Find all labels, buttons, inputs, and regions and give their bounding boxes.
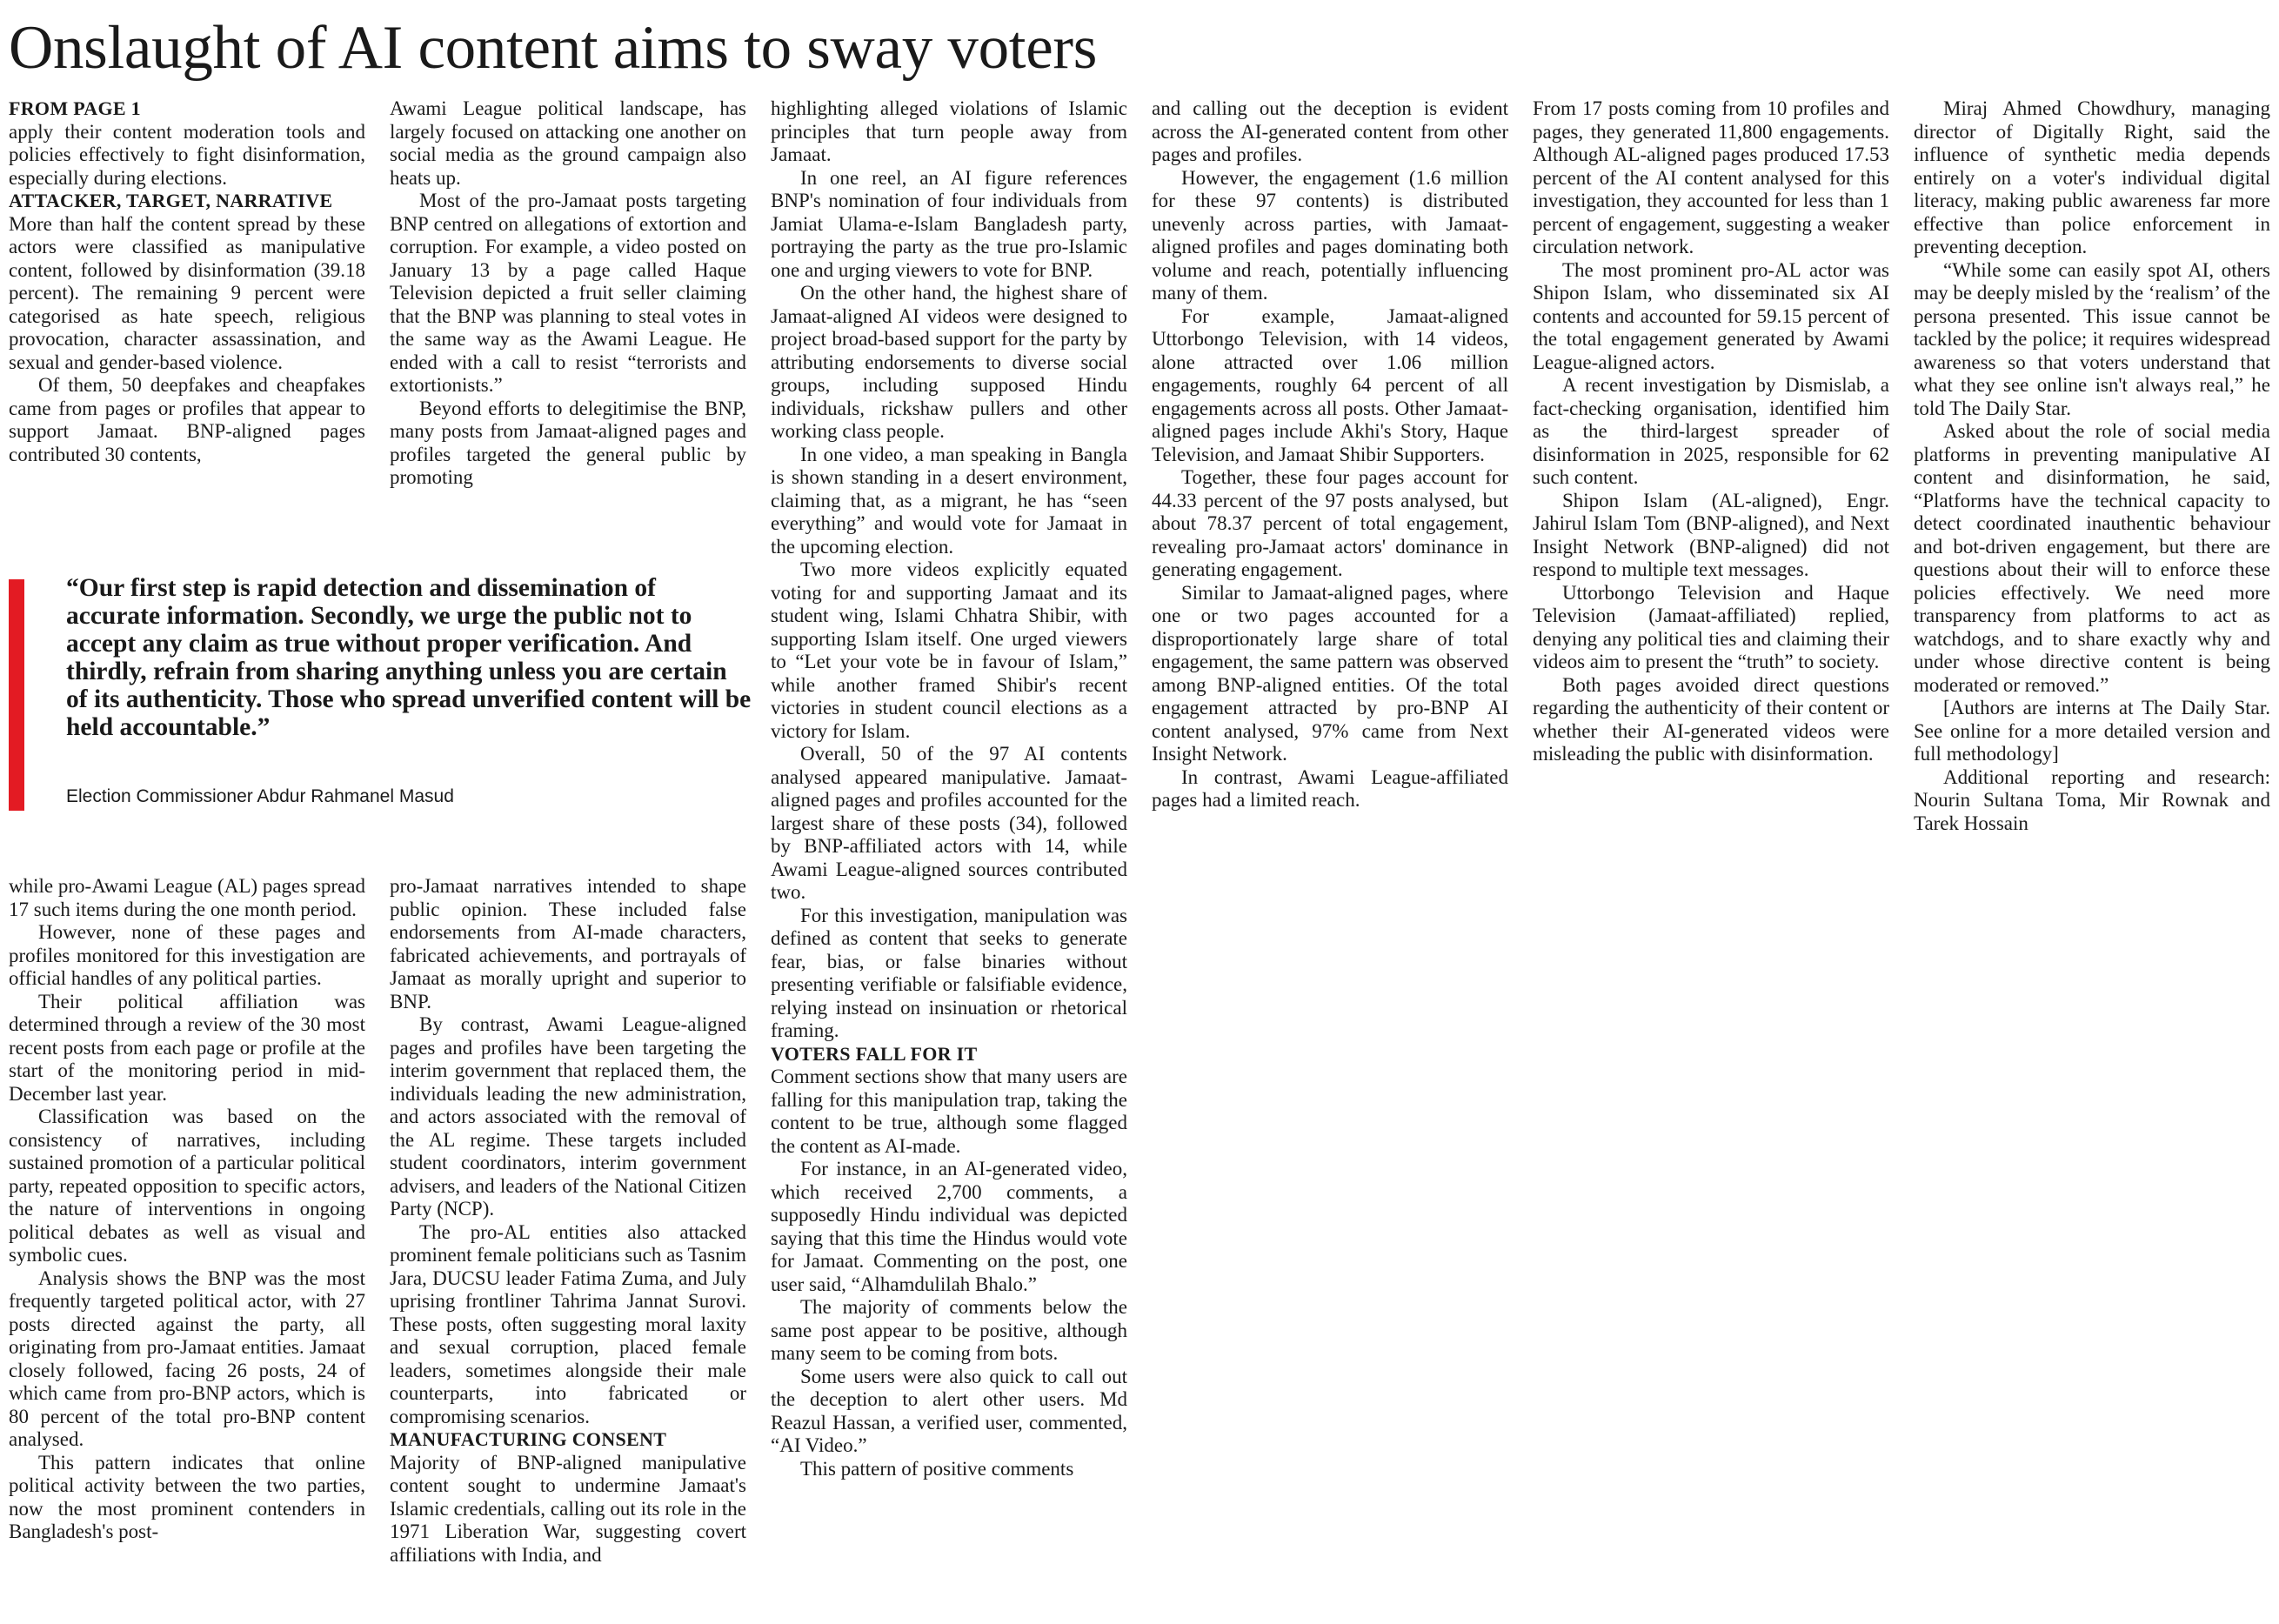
paragraph: Beyond efforts to delegitimise the BNP, many posts from Jamaat-aligned pages and profiles targeted the general public by promoting	[390, 397, 746, 488]
paragraph: The pro-AL entities also attacked prominent female politicians such as Tasnim Jara, DUCSU leader Fatima Zuma, and July uprising frontliner Tahrima Jannat Surovi. These posts, often suggesting moral laxity and sexual corruption, placed female leaders, sometimes alongside their male counterparts, into fabricated or compromising scenarios.	[390, 1220, 746, 1427]
paragraph: However, none of these pages and profiles monitored for this investigation are official handles of any political parties.	[9, 921, 365, 989]
paragraph: Analysis shows the BNP was the most frequently targeted political actor, with 27 posts directed against the party, all originating from pro-Jamaat entities. Jamaat closely followed, facing 26 posts, 24 of which came from pro-BNP actors, which is 80 percent of the total pro-BNP content analysed.	[9, 1266, 365, 1450]
paragraph: On the other hand, the highest share of Jamaat-aligned AI videos were designed to project broad-based support for the party by attributing endorsements to diverse social groups, including supposed Hindu individuals, rickshaw pullers and other working class people.	[771, 282, 1127, 442]
paragraph: Of them, 50 deepfakes and cheapfakes came from pages or profiles that appear to support Jamaat. BNP-aligned pages contributed 30 contents,	[9, 374, 365, 465]
paragraph: Asked about the role of social media platforms in preventing manipulative AI content and disinformation, he said, “Platforms have the technical capacity to detect coordinated inauthentic behaviour and bot-driven engagement, but there are questions about their will to enforce these policies effectively. We need more transparency from platforms to act as watchdogs, and to share exactly why and under whose directive content is being moderated or removed.”	[1914, 420, 2270, 696]
paragraph: In contrast, Awami League-affiliated pages had a limited reach.	[1152, 765, 1508, 811]
paragraph: In one reel, an AI figure references BNP's nomination of four individuals from Jamiat Ulama-e-Islam Bangladesh party, portraying the party as the true pro-Islamic one and urging viewers to vote for BNP.	[771, 166, 1127, 281]
headline: Onslaught of AI content aims to sway voters	[9, 14, 1098, 82]
paragraph: [Authors are interns at The Daily Star. See online for a more detailed version and full methodology]	[1914, 697, 2270, 765]
paragraph: For this investigation, manipulation was defined as content that seeks to generate fear, bias, or false binaries without presenting verifiable or falsifiable evidence, relying instead on insinuation or rhetorical framing.	[771, 904, 1127, 1041]
paragraph: From 17 posts coming from 10 profiles and pages, they generated 11,800 engagements. Although AL-aligned pages produced 17.53 percent of the AI content analysed for this investigation, they accounted for less than 1 percent of engagement, suggesting a weaker circulation network.	[1533, 97, 1889, 257]
paragraph: A recent investigation by Dismislab, a fact-checking organisation, identified him as the third-largest spreader of disinformation in 2025, responsible for 62 such content.	[1533, 374, 1889, 488]
paragraph: Comment sections show that many users are falling for this manipulation trap, taking the content to be true, although some flagged the content as AI-made.	[771, 1066, 1127, 1157]
paragraph: The majority of comments below the same post appear to be positive, although many seem to be coming from bots.	[771, 1296, 1127, 1364]
paragraph: apply their content moderation tools and policies effectively to fight disinformation, especially during elections.	[9, 120, 365, 189]
subhead: MANUFACTURING CONSENT	[390, 1428, 667, 1450]
paragraph: Additional reporting and research: Nourin Sultana Toma, Mir Rownak and Tarek Hossain	[1914, 765, 2270, 834]
paragraph: pro-Jamaat narratives intended to shape public opinion. These included false endorsements from AI-made characters, fabricated achievements, and portrayals of Jamaat as morally upright and superior to BNP.	[390, 875, 746, 1012]
paragraph: This pattern indicates that online political activity between the two parties, now the most prominent contenders in Bangladesh's post-	[9, 1451, 365, 1542]
paragraph: Uttorbongo Television and Haque Television (Jamaat-affiliated) replied, denying any political ties and claiming their videos aim to present the “truth” to society.	[1533, 581, 1889, 672]
paragraph: Together, these four pages account for 44.33 percent of the 97 posts analysed, but about 78.37 percent of total engagement, revealing pro-Jamaat actors' dominance in generating engagement.	[1152, 466, 1508, 580]
paragraph: This pattern of positive comments	[800, 1457, 1074, 1480]
subhead: VOTERS FALL FOR IT	[771, 1042, 978, 1065]
column-1-bottom	[9, 875, 365, 1544]
paragraph: “While some can easily spot AI, others may be deeply misled by the ‘realism’ of the persona presented. This issue cannot be tackled by the police; it requires widespread awareness so that voters understand that what they see online isn't always real,” he told The Daily Star.	[1914, 258, 2270, 419]
paragraph: Their political affiliation was determined through a review of the 30 most recent posts from each page or profile at the start of the monitoring period in mid-December last year.	[9, 990, 365, 1105]
paragraph: More than half the content spread by these actors were classified as manipulative content, followed by disinformation (39.18 percent). The remaining 9 percent were categorised as hate speech, religious provocation, character assassination, and sexual and gender-based violence.	[9, 212, 365, 373]
column-1-top	[9, 97, 365, 466]
paragraph: For example, Jamaat-aligned Uttorbongo Television, with 14 videos, alone attracted over 1.06 million engagements, roughly 64 percent of all engagements across all posts. Other Jamaat-aligned pages include Akhi's Story, Haque Television, and Jamaat Shibir Supporters.	[1152, 304, 1508, 465]
column-2-bottom	[390, 875, 746, 1567]
paragraph: Similar to Jamaat-aligned pages, where one or two pages accounted for a disproportionately large share of total engagement, the same pattern was observed among BNP-aligned entities. Of the total engagement attracted by pro-BNP AI content analysed, 97% came from Next Insight Network.	[1152, 581, 1508, 765]
quote-accent-bar	[9, 579, 24, 811]
column-4	[1152, 97, 1508, 812]
paragraph: Some users were also quick to call out the deception to alert other users. Md Reazul Hassan, a verified user, commented, “AI Video.”	[771, 1365, 1127, 1456]
column-2-top	[390, 97, 746, 490]
paragraph: Miraj Ahmed Chowdhury, managing director of Digitally Right, said the influence of synthetic media depends entirely on a voter's individual digital literacy, making public awareness far more effective than police enforcement in preventing deception.	[1914, 97, 2270, 257]
column-3	[771, 97, 1127, 1480]
paragraph: However, the engagement (1.6 million for these 97 contents) is distributed unevenly across parties, with Jamaat-aligned profiles and pages dominating both volume and reach, potentially influencing many of them.	[1152, 166, 1508, 304]
paragraph: Classification was based on the consistency of narratives, including sustained promotion of a particular political party, repeated opposition to specific actors, the nature of interventions in ongoing political debates as well as visual and symbolic cues.	[9, 1106, 365, 1266]
paragraph: For instance, in an AI-generated video, which received 2,700 comments, a supposedly Hindu individual was depicted saying that this time the Hindus would vote for Jamaat. Commenting on the post, one user said, “Alhamdulilah Bhalo.”	[771, 1158, 1127, 1295]
paragraph: The most prominent pro-AL actor was Shipon Islam, who disseminated six AI contents and accounted for 59.15 percent of the total engagement generated by Awami League-aligned actors.	[1533, 258, 1889, 373]
paragraph: Majority of BNP-aligned manipulative content sought to undermine Jamaat's Islamic credentials, calling out its role in the 1971 Liberation War, suggesting covert affiliations with India, and	[390, 1451, 746, 1566]
column-6	[1914, 97, 2270, 835]
quote-attribution: Election Commissioner Abdur Rahmanel Masud	[66, 786, 454, 806]
paragraph: By contrast, Awami League-aligned pages and profiles have been targeting the interim government that replaced them, the individuals leading the new administration, and actors associated with the removal of the AL regime. These targets included student coordinators, interim government advisers, and leaders of the National Citizen Party (NCP).	[390, 1013, 746, 1220]
paragraph: Two more videos explicitly equated voting for and supporting Jamaat and its student wing, Islami Chhatra Shibir, with supporting Islam itself. One urged viewers to “Let your vote be in favour of Islam,” while another framed Shibir's recent victories in student council elections as a victory for Islam.	[771, 558, 1127, 742]
paragraph: Awami League political landscape, has largely focused on attacking one another on social media as the ground campaign also heats up.	[390, 97, 746, 189]
paragraph: highlighting alleged violations of Islamic principles that turn people away from Jamaat.	[771, 97, 1127, 165]
paragraph: and calling out the deception is evident across the AI-generated content from other pages and profiles.	[1152, 97, 1508, 165]
paragraph: Both pages avoided direct questions regarding the authenticity of their content or whether their AI-generated videos were misleading the public with disinformation.	[1533, 673, 1889, 765]
pull-quote	[9, 574, 752, 811]
quote-text: “Our first step is rapid detection and dissemination of accurate information. Secondly, we urge the public not to accept any claim as true without proper verification. And thirdly, refrain from sharing anything unless you are certain of its authenticity. Those who spread unverified content will be held accountable.”	[66, 574, 752, 741]
kicker: FROM PAGE 1	[9, 97, 141, 119]
column-5	[1533, 97, 1889, 766]
paragraph: while pro-Awami League (AL) pages spread 17 such items during the one month period.	[9, 875, 365, 920]
subhead: ATTACKER, TARGET, NARRATIVE	[9, 190, 333, 211]
paragraph: Overall, 50 of the 97 AI contents analysed appeared manipulative. Jamaat-aligned pages and profiles accounted for the largest share of these posts (34), followed by BNP-affiliated actors with 14, while Awami League-aligned sources contributed two.	[771, 743, 1127, 903]
paragraph: In one video, a man speaking in Bangla is shown standing in a desert environment, claiming that, as a migrant, he has “seen everything” and would vote for Jamaat in the upcoming election.	[771, 443, 1127, 558]
paragraph: Shipon Islam (AL-aligned), Engr. Jahirul Islam Tom (BNP-aligned), and Next Insight Network (BNP-aligned) did not respond to multiple text messages.	[1533, 489, 1889, 580]
paragraph: Most of the pro-Jamaat posts targeting BNP centred on allegations of extortion and corruption. For example, a video posted on January 13 by a page called Haque Television depicted a fruit seller claiming that the BNP was planning to steal votes in the same way as the Awami League. He ended with a call to resist “terrorists and extortionists.”	[390, 190, 746, 396]
